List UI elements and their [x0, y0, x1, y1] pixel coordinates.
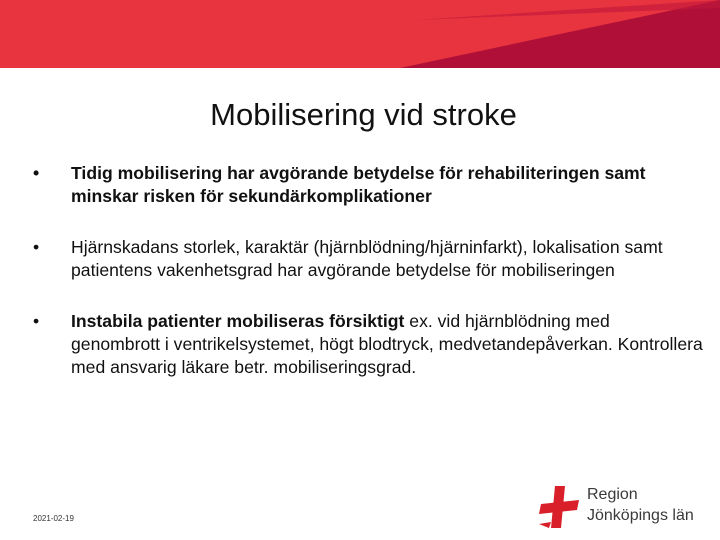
bullet-text-bold: Instabila patienter mobiliseras försiktigt	[71, 311, 405, 331]
logo-line-1: Region	[587, 486, 638, 503]
header-banner	[0, 0, 720, 68]
bullet-marker: •	[33, 311, 40, 331]
bullet-marker: •	[33, 163, 40, 183]
bullet-item	[33, 162, 703, 208]
logo-text	[587, 484, 694, 526]
bullet-text	[71, 311, 703, 377]
slide-title: Mobilisering vid stroke	[210, 97, 517, 132]
region-logo	[537, 484, 697, 532]
bullet-item	[33, 310, 703, 379]
logo-line-2: Jönköpings län	[587, 507, 694, 524]
bullet-marker: •	[33, 237, 40, 257]
bullet-list	[33, 162, 703, 379]
slide-date: 2021-02-19	[33, 514, 74, 523]
bullet-text: Tidig mobilisering har avgörande betydelse för rehabiliteringen samt minskar risken för sekundärkomplikationer	[71, 163, 646, 206]
bullet-text: Hjärnskadans storlek, karaktär (hjärnblödning/hjärninfarkt), lokalisation samt patientens vakenhetsgrad har avgörande betydelse för mobiliseringen	[71, 237, 663, 280]
bullet-text-rest: ex. vid hjärnblödning med genombrott i ventrikelsystemet, högt blodtryck, medvetandepåverkan. Kontrollera med ansvarig läkare betr. mobiliseringsgrad.	[71, 311, 703, 377]
bullet-item	[33, 236, 703, 282]
cross-icon	[537, 484, 585, 532]
